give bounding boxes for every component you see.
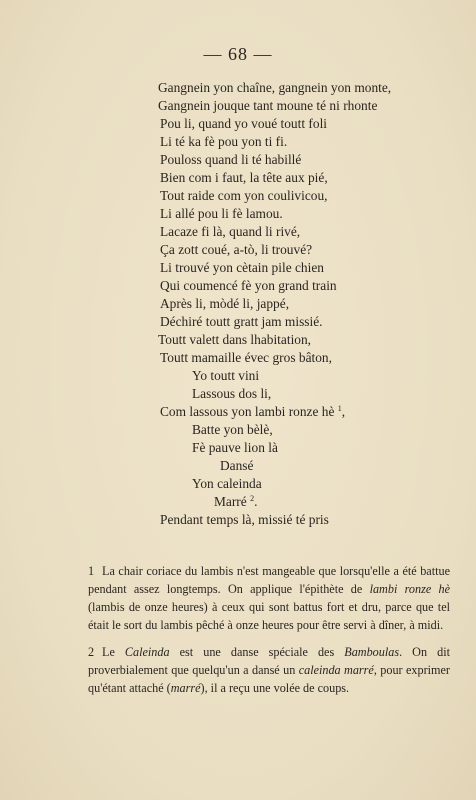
- verse-line: Toutt valett dans lhabitation,: [158, 332, 312, 347]
- verse-line: Marré $^2$.: [214, 494, 258, 509]
- footnotes: [88, 562, 450, 697]
- verse-line: Pendant temps là, missié té pris: [160, 512, 329, 527]
- verse-line: Lacaze fi là, quand li rivé,: [160, 224, 301, 239]
- verse-line: Yo toutt vini: [192, 368, 260, 383]
- footnote-number: 1: [88, 564, 95, 578]
- verse-line: Pou li, quand yo voué toutt foli: [160, 116, 328, 131]
- verse-line: Après li, mòdé li, jappé,: [160, 296, 290, 311]
- verse-line: Li trouvé yon cètain pile chien: [160, 260, 324, 275]
- verse-line: Toutt mamaille évec gros bâton,: [160, 350, 332, 365]
- verse-line: Gangnein yon chaîne, gangnein yon monte,: [158, 80, 392, 95]
- verse-line: Fè pauve lion là: [192, 440, 278, 455]
- verse-line: Bien com i faut, la tête aux pié,: [160, 170, 328, 185]
- verse-line: Lassous dos li,: [192, 386, 272, 401]
- footnote-1: 1 La chair coriace du lambis n'est mangeable que lorsqu'elle a été battue pendant assez longtemps. On applique l'épithète de lambi ronze hè (lambis de onze heures) à ceux qui sont battus fort et dru, parce que tel était le sort du lambis pêché à onze heures pour être servi à dîner, à midi.: [88, 564, 451, 632]
- verse-line: Batte yon bèlè,: [192, 422, 273, 437]
- verse-line: Com lassous yon lambi ronze hè $^1$,: [160, 404, 346, 419]
- verse-line: Ça zott coué, a-tò, li trouvé?: [160, 242, 313, 257]
- verse-line: Pouloss quand li té habillé: [160, 152, 302, 167]
- verse-line: Dansé: [220, 458, 254, 473]
- verse-line: Yon caleinda: [192, 476, 262, 491]
- verse-line: Li té ka fè pou yon ti fi.: [160, 134, 288, 149]
- verse-line: Qui coumencé fè yon grand train: [160, 278, 337, 293]
- footnote-ref: 2: [250, 494, 255, 503]
- verse-line: Tout raide com yon coulivicou,: [160, 188, 328, 203]
- page-number: — 68 —: [203, 44, 273, 64]
- footnote-2: 2 Le Caleinda est une danse spéciale des Bamboulas. On dit proverbialement que quelqu'un a dansé un caleinda marré, pour exprimer qu'étant attaché (marré), il a reçu une volée de coups.: [88, 645, 450, 695]
- footnote-ref: 1: [337, 404, 342, 413]
- verse-line: Gangnein jouque tant moune té ni rhonte: [158, 98, 378, 113]
- footnote-number: 2: [88, 645, 95, 659]
- verse-line: Li allé pou li fè lamou.: [160, 206, 283, 221]
- verse-line: Déchiré toutt gratt jam missié.: [160, 314, 323, 329]
